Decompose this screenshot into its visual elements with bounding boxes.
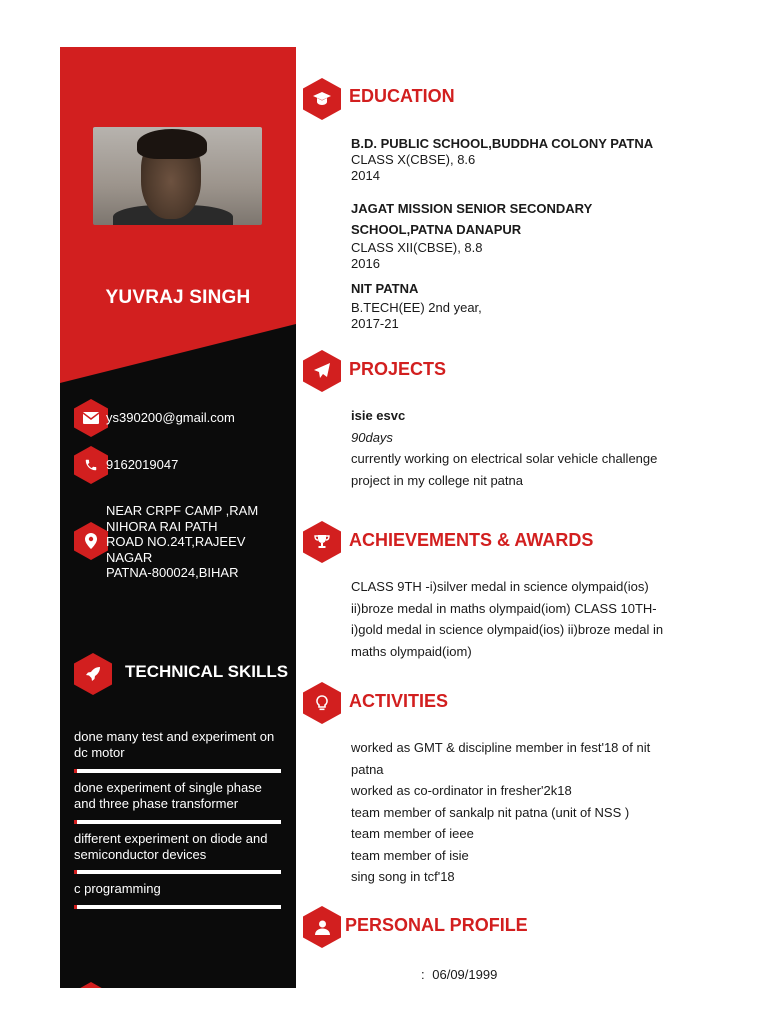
education-entry (351, 136, 691, 184)
skill-text: done experiment of single phase and three phase transformer (74, 780, 262, 811)
activity-line: team member of isie (351, 847, 469, 863)
year: 2017-21 (351, 316, 399, 331)
activity-line: worked as GMT & discipline member in fest'18 of nit (351, 740, 651, 755)
user-icon (303, 906, 341, 948)
activity-line: team member of ieee (351, 826, 474, 841)
address-line: NIHORA RAI PATH (106, 518, 218, 534)
skill-item (74, 780, 281, 812)
education-entry (351, 198, 691, 272)
skill-bar (74, 820, 281, 824)
education-title: EDUCATION (349, 86, 455, 106)
project-name: isie esvc (351, 408, 406, 423)
skill-item (74, 831, 281, 863)
paper-plane-icon (303, 350, 341, 392)
year: 2016 (351, 256, 380, 271)
trophy-icon (303, 521, 341, 563)
activity-line: worked as co-ordinator in fresher'2k18 (351, 783, 572, 798)
project-entry (351, 405, 711, 491)
candidate-name: YUVRAJ SINGH (105, 287, 251, 308)
activity-line: sing song in tcf'18 (351, 869, 455, 884)
address-line: ROAD NO.24T,RAJEEV (106, 534, 246, 549)
skill-bar (74, 769, 281, 773)
skill-text: done many test and experiment on dc motor (74, 729, 275, 760)
project-description-line: project in my college nit patna (351, 472, 523, 488)
school-name: NIT PATNA (351, 281, 419, 296)
skill-text: different experiment on diode and semiconductor devices (74, 831, 268, 862)
email-text: ys390200@gmail.com (106, 410, 235, 425)
achievement-line: ii)broze medal in maths olympaid(iom) CLASS 10TH- (351, 600, 657, 616)
dob-value: 06/09/1999 (432, 967, 498, 982)
dob-separator: : (421, 967, 425, 982)
activity-line: patna (351, 761, 384, 777)
activities-list (351, 737, 731, 888)
activity-line: team member of sankalp nit patna (unit of NSS ) (351, 804, 630, 820)
address-block (106, 503, 258, 581)
phone-text: 9162019047 (106, 457, 179, 472)
technical-skills-title: TECHNICAL SKILLS (125, 662, 289, 681)
graduation-cap-icon (303, 78, 341, 120)
personal-profile-title: PERSONAL PROFILE (345, 915, 528, 935)
phone-icon (74, 446, 108, 484)
dob-row (421, 967, 497, 982)
school-name: B.D. PUBLIC SCHOOL,BUDDHA COLONY PATNA (351, 136, 654, 151)
education-entry (351, 281, 691, 332)
lightbulb-icon (303, 682, 341, 724)
achievement-line: i)gold medal in science olympaid(ios) ii)broze medal in (351, 622, 664, 637)
class-detail: CLASS X(CBSE), 8.6 (351, 152, 476, 167)
sidebar (60, 47, 296, 988)
skill-bar (74, 905, 281, 909)
rocket-icon (74, 653, 112, 695)
address-line: NEAR CRPF CAMP ,RAM (106, 503, 259, 518)
achievements-text (351, 576, 731, 662)
skill-bar (74, 870, 281, 874)
envelope-icon (74, 399, 108, 437)
activities-title: ACTIVITIES (349, 691, 449, 711)
projects-title: PROJECTS (349, 359, 447, 379)
project-description-line: currently working on electrical solar vehicle challenge (351, 451, 658, 466)
project-duration: 90days (351, 429, 393, 445)
school-name: JAGAT MISSION SENIOR SECONDARY SCHOOL,PATNA DANAPUR (351, 201, 593, 237)
achievement-line: CLASS 9TH -i)silver medal in science olympaid(ios) (351, 579, 649, 594)
map-pin-icon (74, 522, 108, 560)
class-detail: B.TECH(EE) 2nd year, (351, 300, 482, 315)
achievement-line: maths olympaid(iom) (351, 643, 472, 659)
achievements-title: ACHIEVEMENTS & AWARDS (349, 530, 594, 550)
class-detail: CLASS XII(CBSE), 8.8 (351, 240, 483, 255)
skill-item (74, 729, 281, 761)
section-hex-icon (74, 982, 108, 988)
address-line: NAGAR (106, 549, 153, 565)
skill-text: c programming (74, 881, 161, 896)
year: 2014 (351, 168, 380, 183)
skill-item (74, 881, 281, 897)
address-line: PATNA-800024,BIHAR (106, 565, 239, 580)
profile-photo (93, 127, 262, 225)
